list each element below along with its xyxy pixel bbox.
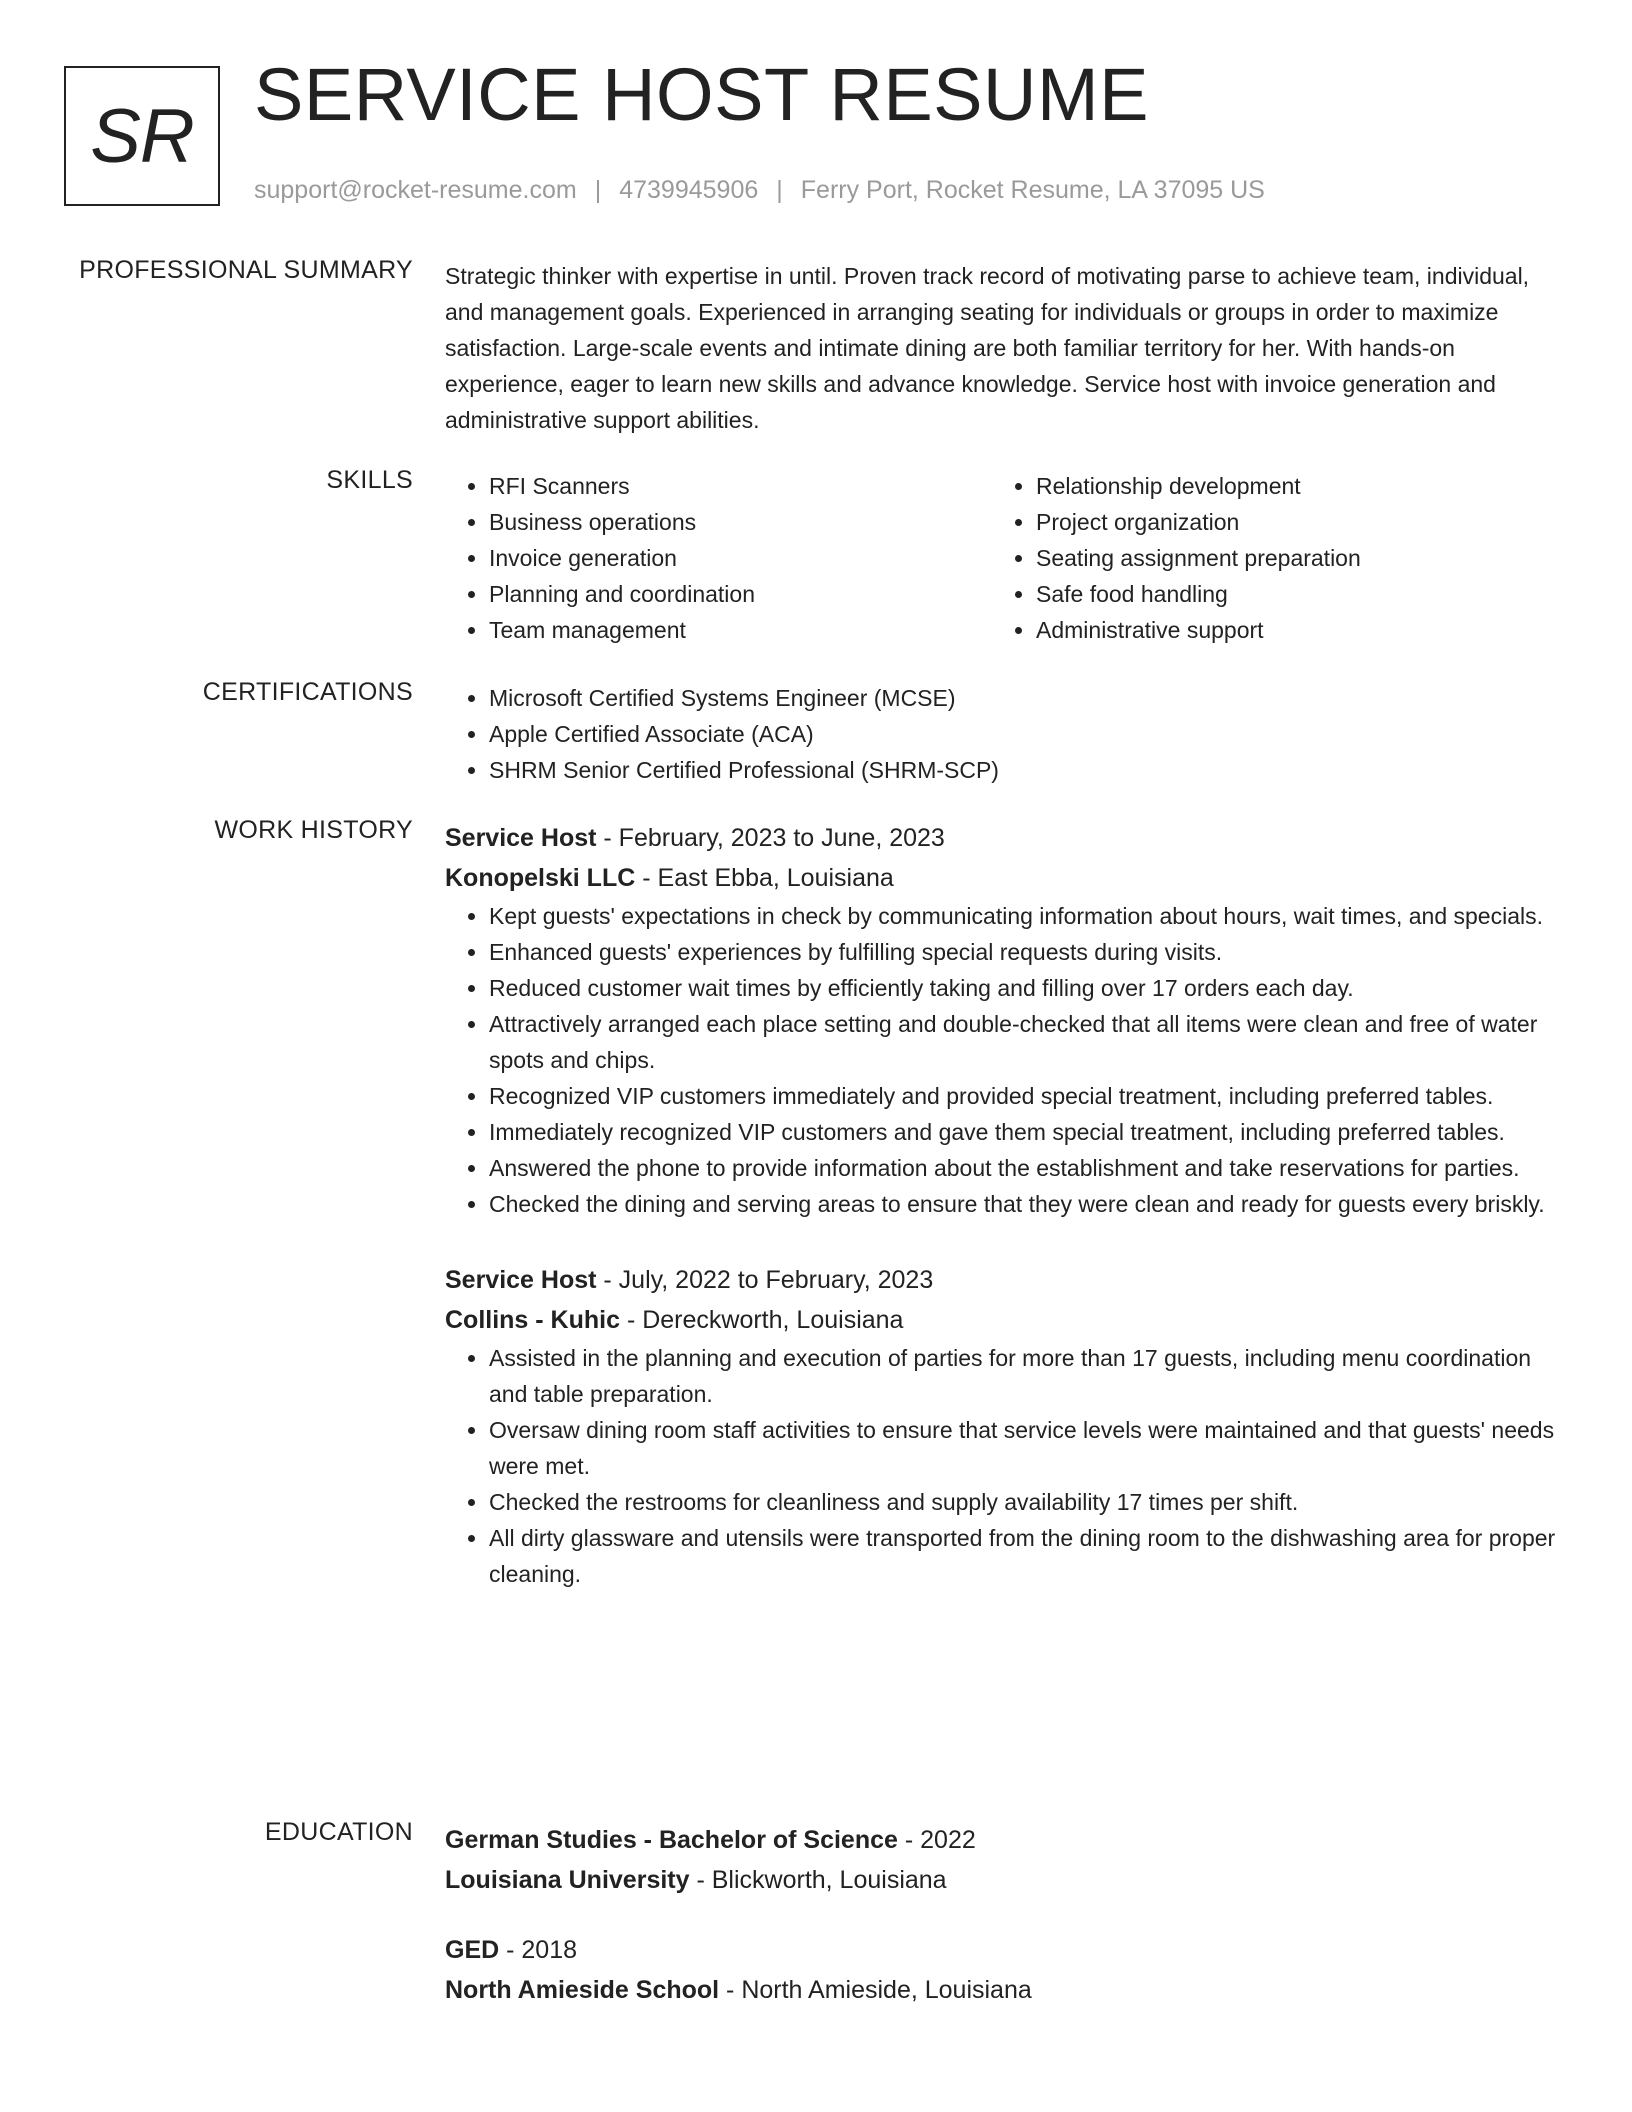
job-duty: • Reduced customer wait times by efficiently taking and filling over 17 orders each day. xyxy=(489,970,1560,1006)
summary-text: Strategic thinker with expertise in until. Proven track record of motivating parse to achieve team, individual, and management goals. Experienced in arranging seating for individuals or groups in order to maximize satisfaction. Large-scale events and intimate dining are both familiar territory for her. With hands-on experience, eager to learn new skills and advance knowledge. Service host with invoice generation and administrative support abilities. xyxy=(445,263,1530,433)
certification-item: • Apple Certified Associate (ACA) xyxy=(489,716,1560,752)
section-label-summary: PROFESSIONAL SUMMARY xyxy=(79,256,413,284)
job-entry xyxy=(445,1260,1560,1592)
job-entry xyxy=(445,818,1560,1222)
job-title: Service Host xyxy=(445,824,597,852)
education-degree-line xyxy=(445,1820,1560,1860)
job-duty: • Answered the phone to provide information about the establishment and take reservations for parties. xyxy=(489,1150,1560,1186)
contact-separator: | xyxy=(776,176,783,204)
job-duty: • Oversaw dining room staff activities to ensure that service levels were maintained and that guests' needs were met. xyxy=(489,1412,1560,1484)
skill-item: • Administrative support xyxy=(1036,612,1539,648)
section-label-work-history: WORK HISTORY xyxy=(214,816,413,844)
contact-phone: 4739945906 xyxy=(619,176,759,204)
education-year: - 2018 xyxy=(499,1936,578,1964)
job-title-line xyxy=(445,1260,1560,1300)
job-duty: • Recognized VIP customers immediately and provided special treatment, including preferred tables. xyxy=(489,1078,1560,1114)
education-degree: GED xyxy=(445,1936,500,1964)
contact-line xyxy=(254,176,1265,205)
education-entry xyxy=(445,1820,1560,1900)
skill-item: • Seating assignment preparation xyxy=(1036,540,1539,576)
work-history-body xyxy=(445,818,1560,1592)
job-title-line xyxy=(445,818,1560,858)
certifications-list xyxy=(445,680,1560,788)
job-company: Konopelski LLC xyxy=(445,864,636,892)
job-duty: • Checked the restrooms for cleanliness and supply availability 17 times per shift. xyxy=(489,1484,1560,1520)
education-degree-line xyxy=(445,1930,1560,1970)
job-company-line xyxy=(445,1300,1560,1340)
education-school: North Amieside School xyxy=(445,1976,720,2004)
education-degree: German Studies - Bachelor of Science xyxy=(445,1826,898,1854)
education-body xyxy=(445,1820,1560,2010)
skills-list-right xyxy=(992,468,1539,648)
certifications-body xyxy=(445,680,1560,788)
job-title: Service Host xyxy=(445,1266,597,1294)
section-label-skills: SKILLS xyxy=(326,466,413,494)
education-school-line xyxy=(445,1970,1560,2010)
skill-item: • Team management xyxy=(489,612,992,648)
education-school: Louisiana University xyxy=(445,1866,690,1894)
skill-item: • Safe food handling xyxy=(1036,576,1539,612)
monogram: SR xyxy=(64,66,220,206)
job-company: Collins - Kuhic xyxy=(445,1306,620,1334)
job-duty: • All dirty glassware and utensils were transported from the dining room to the dishwashing area for proper cleaning. xyxy=(489,1520,1560,1592)
certification-item: • SHRM Senior Certified Professional (SHRM-SCP) xyxy=(489,752,1560,788)
job-dates: - February, 2023 to June, 2023 xyxy=(596,824,945,852)
job-duty: • Attractively arranged each place setting and double-checked that all items were clean and free of water spots and chips. xyxy=(489,1006,1560,1078)
job-location: - East Ebba, Louisiana xyxy=(635,864,894,892)
contact-email: support@rocket-resume.com xyxy=(254,176,577,204)
job-location: - Dereckworth, Louisiana xyxy=(620,1306,904,1334)
job-duty: • Enhanced guests' experiences by fulfilling special requests during visits. xyxy=(489,934,1560,970)
job-duty: • Immediately recognized VIP customers and gave them special treatment, including preferred tables. xyxy=(489,1114,1560,1150)
job-duties-list xyxy=(445,1340,1560,1592)
education-year: - 2022 xyxy=(897,1826,976,1854)
education-location: - North Amieside, Louisiana xyxy=(719,1976,1032,2004)
contact-separator: | xyxy=(594,176,602,204)
section-label-certifications: CERTIFICATIONS xyxy=(202,678,413,706)
skill-item: • Relationship development xyxy=(1036,468,1539,504)
job-dates: - July, 2022 to February, 2023 xyxy=(596,1266,934,1294)
certification-item: • Microsoft Certified Systems Engineer (MCSE) xyxy=(489,680,1560,716)
job-duty: • Assisted in the planning and execution of parties for more than 17 guests, including menu coordination and table preparation. xyxy=(489,1340,1560,1412)
skill-item: • Project organization xyxy=(1036,504,1539,540)
skill-item: • Business operations xyxy=(489,504,992,540)
section-label-education: EDUCATION xyxy=(264,1818,413,1846)
job-company-line xyxy=(445,858,1560,898)
job-duty: • Checked the dining and serving areas to ensure that they were clean and ready for guests every briskly. xyxy=(489,1186,1560,1222)
skills-list-left xyxy=(445,468,992,648)
resume-title: SERVICE HOST RESUME xyxy=(254,53,1149,136)
education-entry xyxy=(445,1930,1560,2010)
job-duty: • Kept guests' expectations in check by communicating information about hours, wait times, and specials. xyxy=(489,898,1560,934)
skill-item: • Planning and coordination xyxy=(489,576,992,612)
job-duties-list xyxy=(445,898,1560,1222)
skill-item: • Invoice generation xyxy=(489,540,992,576)
skill-item: • RFI Scanners xyxy=(489,468,992,504)
education-school-line xyxy=(445,1860,1560,1900)
contact-address: Ferry Port, Rocket Resume, LA 37095 US xyxy=(800,176,1265,204)
education-location: - Blickworth, Louisiana xyxy=(689,1866,947,1894)
skills-body xyxy=(445,468,1560,648)
